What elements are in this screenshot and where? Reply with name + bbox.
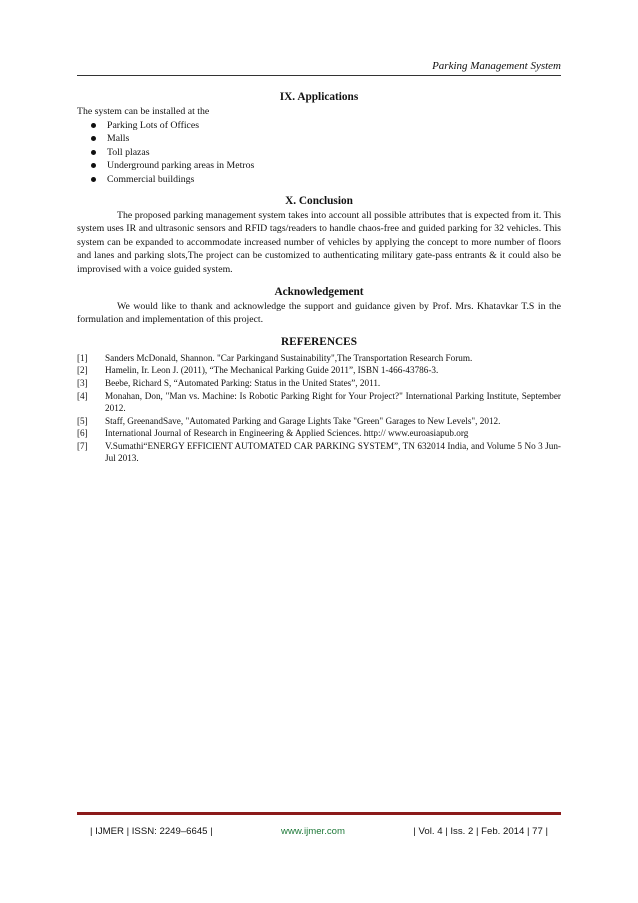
list-item: Malls [91,132,561,146]
footer-website-link[interactable]: www.ijmer.com [281,826,346,837]
bullet-icon [91,136,96,141]
reference-item: [5] Staff, GreenandSave, "Automated Parking and Garage Lights Take "Green" Garages to New Levels", 2012. [77,415,501,426]
conclusion-heading: X. Conclusion [285,194,353,207]
conclusion-body: The proposed parking management system takes into account all possible attributes that is expected from it. This system uses IR and ultrasonic sensors and RFID tags/readers to handle chaos-free and guided parking for 32 vehicles. This system can be expanded to accommodate increased number of vehicles by applying the concept to more number of floors and lanes and parking slots,The project can be customized to authenticating military gate-pass entrants & it could also be improvised with a voice guided system. [77,209,561,275]
reference-item: [3] Beebe, Richard S, “Automated Parking: Status in the United States”, 2011. [77,377,381,388]
running-header-title: Parking Management System [432,60,561,72]
page-footer [77,826,561,837]
list-item: Parking Lots of Offices [91,119,561,133]
reference-item: [1] Sanders McDonald, Shannon. "Car Parkingand Sustainability",The Transportation Research Forum. [77,352,473,363]
list-item: Toll plazas [91,146,561,160]
footer-journal-info: | IJMER | ISSN: 2249–6645 | [90,826,213,837]
list-item: Commercial buildings [91,173,561,187]
applications-list [77,119,561,187]
applications-heading: IX. Applications [279,91,359,103]
footer-issue-info: | Vol. 4 | Iss. 2 | Feb. 2014 | 77 | [413,826,548,837]
reference-item: [4] Monahan, Don, "Man vs. Machine: Is Robotic Parking Right for Your Project?" International Parking Institute, September 2012. [77,390,561,414]
applications-section [77,90,561,187]
applications-intro: The system can be installed at the [77,106,210,117]
bullet-icon [91,150,96,155]
acknowledgement-heading: Acknowledgement [274,285,364,298]
acknowledgement-section [77,285,561,327]
page-content [77,90,561,465]
acknowledgement-body: We would like to thank and acknowledge the support and guidance given by Prof. Mrs. Khatavkar T.S in the formulation and implementation of this project. [77,300,561,326]
references-section [77,335,561,465]
conclusion-section [77,194,561,277]
header-rule [77,75,561,76]
bullet-icon [91,163,96,168]
reference-item: [6] International Journal of Research in Engineering & Applied Sciences. http:// www.euroasiapub.org [77,428,469,439]
reference-item: [7] V.Sumathi“ENERGY EFFICIENT AUTOMATED CAR PARKING SYSTEM”, TN 632014 India, and Volume 5 No 3 Jun-Jul 2013. [77,440,561,464]
references-heading: REFERENCES [281,335,357,348]
bullet-icon [91,177,96,182]
list-item: Underground parking areas in Metros [91,159,561,173]
references-list [77,352,561,465]
bullet-icon [91,123,96,128]
reference-item: [2] Hamelin, Ir. Leon J. (2011), “The Mechanical Parking Guide 2011”, ISBN 1-466-43786-3. [77,365,439,376]
footer-rule [77,812,561,815]
